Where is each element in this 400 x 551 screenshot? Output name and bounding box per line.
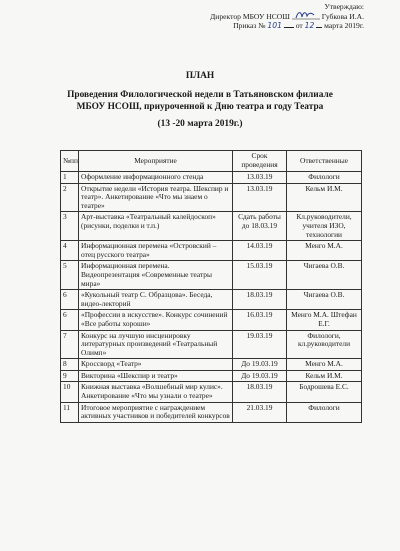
- row-date: 14.03.19: [233, 241, 287, 261]
- row-event: Информационная перемена. Видеопрезентация «Современные театры мира»: [79, 261, 233, 290]
- row-responsible: Бодрошева Е.С.: [287, 382, 362, 402]
- row-event: Итоговое мероприятие с награждением активных участников и победителей конкурсов: [79, 402, 233, 422]
- row-event: Конкурс на лучшую инсценировку литературных произведений «Театральный Олимп»: [79, 330, 233, 359]
- director-line: [210, 12, 364, 22]
- row-event: Арт-выставка «Театральный калейдоскоп» (рисунки, поделки и т.п.): [79, 212, 233, 241]
- row-number: 11: [61, 402, 79, 422]
- table-row: [61, 290, 362, 310]
- approval-stamp: [210, 2, 364, 31]
- row-event: Оформление информационного стенда: [79, 172, 233, 184]
- row-responsible: Кельм И.М.: [287, 370, 362, 382]
- header-event: Мероприятие: [79, 151, 233, 172]
- plan-heading: ПЛАН: [185, 71, 215, 81]
- row-event: Информационная перемена «Островский – отец русского театра»: [79, 241, 233, 261]
- row-responsible: Чигаева О.В.: [287, 261, 362, 290]
- row-responsible: Менго М.А.: [287, 359, 362, 371]
- row-date: 16.03.19: [233, 310, 287, 330]
- row-responsible: Филологи: [287, 402, 362, 422]
- row-responsible: Кельм И.М.: [287, 183, 362, 212]
- row-responsible: Чигаева О.В.: [287, 290, 362, 310]
- row-responsible: Менго М.А.: [287, 241, 362, 261]
- header-date: Срок проведения: [233, 151, 287, 172]
- header-num: №пп: [61, 151, 79, 172]
- row-number: 3: [61, 212, 79, 241]
- row-responsible: Филологи: [287, 172, 362, 184]
- row-responsible: Филологи, кл.руководители: [287, 330, 362, 359]
- document-title: [0, 70, 400, 130]
- row-date: 13.03.19: [233, 172, 287, 184]
- director-signature: [292, 12, 320, 20]
- row-date: 18.03.19: [233, 382, 287, 402]
- table-row: [61, 241, 362, 261]
- title-line-1: Проведения Филологической недели в Татьяновском филиале: [67, 89, 333, 100]
- row-event: Викторина «Шекспир и театр»: [79, 370, 233, 382]
- row-date: Сдать работы до 18.03.19: [233, 212, 287, 241]
- table-row: [61, 330, 362, 359]
- order-date: марта 2019г.: [324, 21, 364, 31]
- row-number: 8: [61, 359, 79, 371]
- table-row: [61, 261, 362, 290]
- table-row: [61, 310, 362, 330]
- order-from-label: от: [295, 21, 303, 31]
- row-event: Книжная выставка «Волшебный мир кулис». Анкетирование «Что мы узнали о театре»: [79, 382, 233, 402]
- row-responsible: Кл.руководители, учителя ИЗО, технологии: [287, 212, 362, 241]
- header-resp: Ответственные: [287, 151, 362, 172]
- row-date: 18.03.19: [233, 290, 287, 310]
- table-row: [61, 402, 362, 422]
- title-dates: (13 -20 марта 2019г.): [157, 118, 243, 129]
- row-number: 6: [61, 290, 79, 310]
- table-row: [61, 172, 362, 184]
- order-line: [210, 21, 364, 31]
- table-row: [61, 183, 362, 212]
- table-header-row: [61, 151, 362, 172]
- table-row: [61, 382, 362, 402]
- row-date: До 19.03.19: [233, 370, 287, 382]
- row-responsible: Менго М.А. Штефан Е.Г.: [287, 310, 362, 330]
- row-number: 6: [61, 310, 79, 330]
- row-number: 5: [61, 261, 79, 290]
- table-row: [61, 370, 362, 382]
- approval-heading: Утверждаю:: [324, 2, 364, 11]
- order-label: Приказ №: [233, 21, 266, 31]
- table-row: [61, 359, 362, 371]
- row-date: 13.03.19: [233, 183, 287, 212]
- order-day: 12: [304, 21, 315, 31]
- table-row: [61, 212, 362, 241]
- events-table: [60, 150, 362, 423]
- row-number: 7: [61, 330, 79, 359]
- row-event: «Кукольный театр С. Образцова». Беседа, видео-лекторий: [79, 290, 233, 310]
- row-number: 2: [61, 183, 79, 212]
- row-number: 10: [61, 382, 79, 402]
- row-number: 4: [61, 241, 79, 261]
- row-number: 9: [61, 370, 79, 382]
- row-number: 1: [61, 172, 79, 184]
- row-event: Открытие недели «История театра. Шекспир и театр». Анкетирование «Что мы знаем о театре»: [79, 183, 233, 212]
- director-name: Губкова И.А.: [321, 11, 364, 21]
- row-date: 15.03.19: [233, 261, 287, 290]
- row-date: 19.03.19: [233, 330, 287, 359]
- director-title: Директор МБОУ НСОШ: [210, 11, 290, 21]
- title-line-2: МБОУ НСОШ, приуроченной к Дню театра и году Театра: [76, 102, 324, 112]
- row-event: «Профессии в искусстве». Конкурс сочинений «Все работы хороши»: [79, 310, 233, 330]
- row-date: До 19.03.19: [233, 359, 287, 371]
- row-event: Кроссворд «Театр»: [79, 359, 233, 371]
- order-number: 101: [267, 21, 282, 31]
- row-date: 21.03.19: [233, 402, 287, 422]
